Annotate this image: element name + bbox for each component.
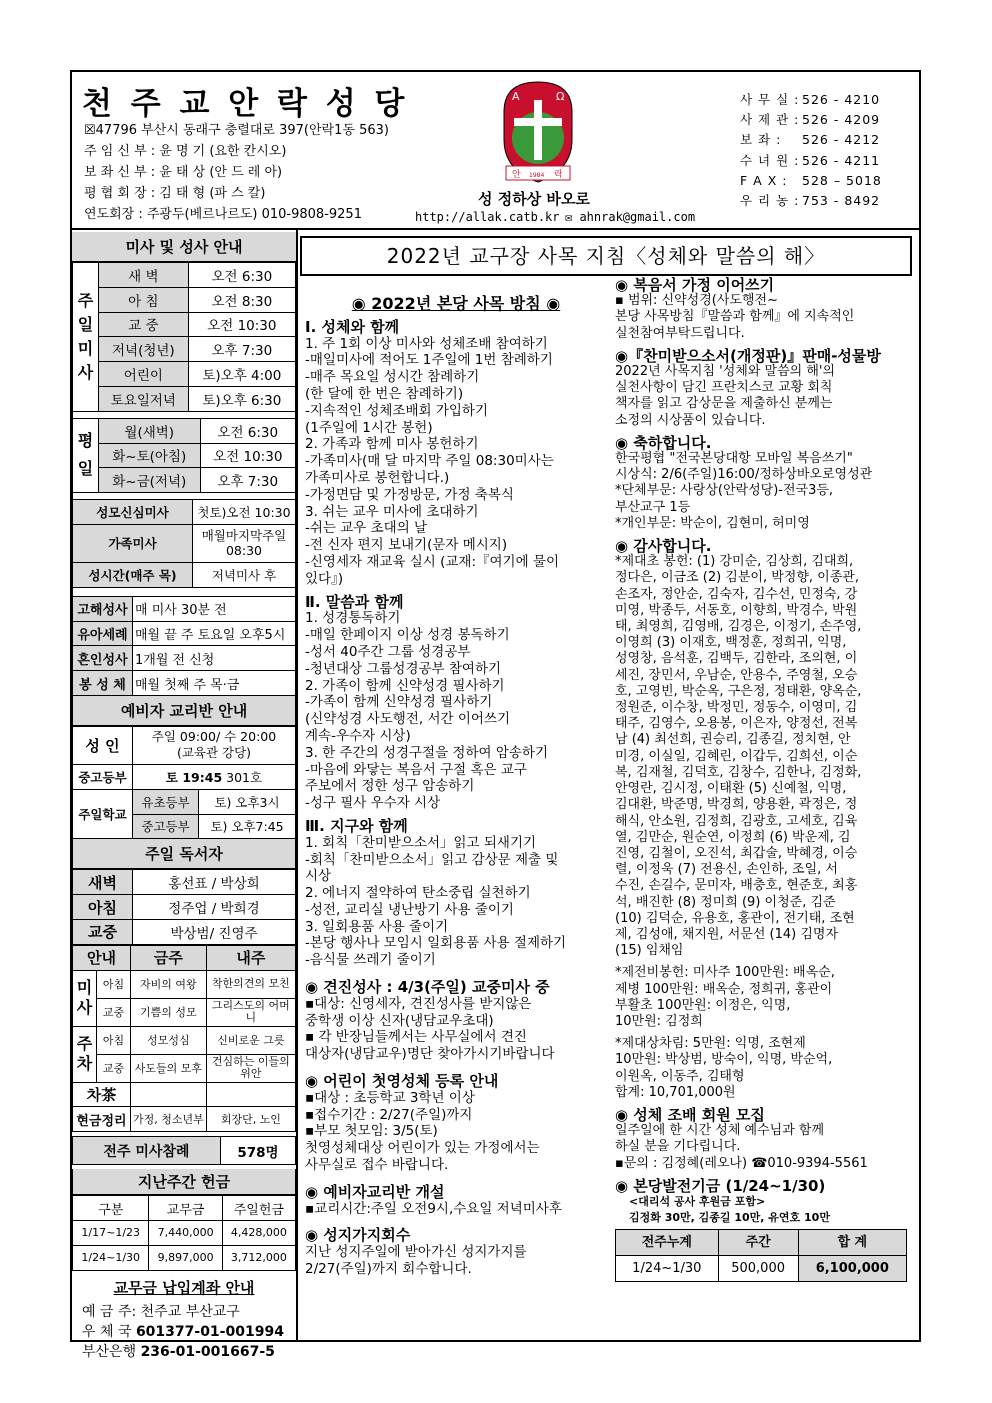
offering-title: 지난주간 헌금 xyxy=(72,1169,296,1195)
table-cell: 토)오후 6:30 xyxy=(188,386,295,411)
phone-row: 보 좌 : 526 - 4212 xyxy=(740,132,881,148)
list-line: (10) 김덕순, 유용호, 홍관이, 전기태, 조현 xyxy=(615,910,855,926)
account-list xyxy=(82,1302,296,1362)
table-cell: 매 미사 30분 전 xyxy=(133,596,296,621)
account-title: 교무금 납입계좌 안내 xyxy=(113,1278,255,1297)
table-cell: 토) 오후3시 xyxy=(199,789,296,814)
table-cell: 월(새벽) xyxy=(99,418,201,443)
list-line: 손조자, 정안순, 김숙자, 김수선, 민정숙, 강 xyxy=(615,586,858,602)
table-cell: 첫토)오전 10:30 xyxy=(193,500,296,525)
catechism-list xyxy=(305,1201,607,1218)
table-cell: 전주누계 xyxy=(616,1230,719,1256)
table-cell: 6,100,000 xyxy=(798,1256,906,1282)
table-cell: 주일학교 xyxy=(73,789,133,839)
attendance-table xyxy=(72,1136,296,1165)
list-line: -매일 한페이지 이상 성경 봉독하기 xyxy=(305,627,510,644)
list-line: 복, 김재철, 김덕호, 김창수, 김한나, 김정화, xyxy=(615,764,862,780)
table-cell: 4,428,000 xyxy=(222,1220,295,1245)
list-line: ▪문의 : 김정혜(레오나) ☎010-9394-5561 xyxy=(615,1155,868,1171)
table-cell: 정주업 / 박희경 xyxy=(133,895,296,920)
list-line: 2. 에너지 절약하여 탄소중립 실천하기 xyxy=(305,885,531,902)
table-cell: 오전 6:30 xyxy=(188,263,295,288)
table-cell: 아 침 xyxy=(99,287,189,312)
list-line: 실천참여부탁드립니다. xyxy=(615,325,745,341)
table-cell: 합 계 xyxy=(798,1230,906,1256)
table-cell: 578명 xyxy=(220,1137,295,1165)
list-line: ▪ 범위: 신약성경(사도행전~ xyxy=(615,293,778,309)
table-cell: 토요일저녁 xyxy=(99,386,189,411)
table-cell: 교중 xyxy=(97,1054,131,1082)
list-line: ▪교리시간:주일 오전9시,수요일 저녁미사후 xyxy=(305,1200,562,1217)
table-cell: 저녁(청년) xyxy=(99,337,189,362)
list-line: *제대상차림: 5만원: 익명, 조현제 xyxy=(615,1036,806,1052)
table-cell: 홍선표 / 박상희 xyxy=(133,870,296,895)
list-line: -청년대상 그룹성경공부 참여하기 xyxy=(305,660,502,677)
table-cell: 그리스도의 어머니 xyxy=(206,998,295,1026)
table-cell: 오전 10:30 xyxy=(200,443,295,468)
list-line: 김대환, 박준명, 박경희, 양용환, 곽정은, 정 xyxy=(615,797,858,813)
list-line: 3. 일회용품 사용 줄이기 xyxy=(305,918,449,935)
table-cell: 전주 미사참례 xyxy=(73,1137,221,1165)
table-cell: 교중 xyxy=(73,919,133,944)
list-line: 1. 주 1회 이상 미사와 성체조배 참여하기 xyxy=(305,335,548,352)
list-line: 시상 xyxy=(305,868,332,885)
table-cell: 1/24~1/30 xyxy=(616,1256,719,1282)
adoration-title: ◉ 성체 조배 회원 모집 xyxy=(615,1105,765,1124)
list-line: 3. 쉬는 교우 미사에 초대하기 xyxy=(305,503,479,520)
table-cell: 오전 10:30 xyxy=(188,312,295,337)
table-cell: 가정, 청소년부 xyxy=(131,1107,207,1132)
table-cell: 매월마지막주일 08:30 xyxy=(193,524,296,562)
list-line: 남 (4) 최선희, 권승리, 김종길, 정치현, 안 xyxy=(615,732,851,748)
list-line: -신영세자 재교육 실시 (교재:『여기에 물이 xyxy=(305,553,560,570)
list-line: ▪부모 첫모임: 3/5(토) xyxy=(305,1123,438,1140)
list-line: 2. 가족이 함께 신약성경 필사하기 xyxy=(305,677,505,694)
first-communion-list xyxy=(305,1090,607,1174)
list-line: 안영란, 김시정, 이태환 (5) 신예철, 익명, xyxy=(615,781,847,797)
list-line: 세진, 장민서, 우남순, 안용수, 주영철, 오승 xyxy=(615,667,858,683)
list-line: 시상식: 2/6(주일)16:00/정하상바오로영성관 xyxy=(615,467,873,483)
table-cell: 1/17~1/23 xyxy=(73,1220,149,1245)
table-cell: 내주 xyxy=(206,945,295,970)
list-line: 본당 사목방침『말씀과 함께』에 지속적인 xyxy=(615,309,855,325)
table-cell: 아침 xyxy=(97,1026,131,1054)
list-line: 1. 회칙「찬미받으소서」읽고 되새기기 xyxy=(305,834,537,851)
list-line: 3. 한 주간의 성경구절을 정하여 암송하기 xyxy=(305,744,548,761)
list-line: *개인부문: 박순이, 김현미, 허미영 xyxy=(615,515,810,531)
phone-row: 우 리 농 : 753 - 8492 xyxy=(740,193,881,209)
list-line: -지속적인 성체조배회 가입하기 xyxy=(305,402,488,419)
table-cell: 현금정리 xyxy=(73,1107,131,1132)
table-cell: 7,440,000 xyxy=(149,1220,222,1245)
list-line: 주보에서 정한 성구 암송하기 xyxy=(305,778,475,795)
logo-year: 1984 xyxy=(529,172,545,179)
list-line: 2022년 사목지침 '성체와 말씀의 해'의 xyxy=(615,364,836,380)
table-cell: 토)오후 4:00 xyxy=(188,362,295,387)
list-line: -쉬는 교우 초대의 날 xyxy=(305,520,428,537)
list-line: ▪대상: 신영세자, 견진성사를 받지않은 xyxy=(305,995,532,1012)
sacrament-table xyxy=(72,596,296,696)
list-line: 성영창, 음석훈, 김백두, 김한라, 조의현, 이 xyxy=(615,651,858,667)
table-cell: 매월 첫째 주 목·금 xyxy=(133,671,296,696)
catechism-title: ◉ 예비자교리반 개설 xyxy=(305,1182,445,1201)
congrats-list xyxy=(615,451,915,532)
readers-table xyxy=(72,869,296,944)
fund-table xyxy=(615,1229,907,1282)
list-line: 2. 가족과 함께 미사 봉헌하기 xyxy=(305,436,479,453)
table-cell: 봉 성 체 xyxy=(73,671,133,696)
assistant-priest: 보 좌 신 부 : 윤 태 상 (안 드 레 아) xyxy=(84,165,283,180)
table-cell: 성모성심 xyxy=(131,1026,207,1054)
congrats-title: ◉ 축하합니다. xyxy=(615,433,712,452)
table-cell: 주 차 xyxy=(73,1026,97,1082)
website-link[interactable]: http://allak.catb.kr xyxy=(415,210,560,224)
list-line: 하실 분을 기다립니다. xyxy=(615,1139,741,1155)
fund-subtitle: <대리석 공사 후원금 포함> xyxy=(629,1194,766,1208)
table-cell: 교 중 xyxy=(99,312,189,337)
list-line: -전 신자 편지 보내기(문자 메시지) xyxy=(305,537,508,554)
list-line: ▪대상 : 초등학교 3학년 이상 xyxy=(305,1089,475,1106)
table-cell: 1/24~1/30 xyxy=(73,1245,149,1270)
list-line: (신약성경 사도행전, 서간 이어쓰기 xyxy=(305,711,511,728)
table-cell: 저녁미사 후 xyxy=(193,562,296,587)
list-line: 정다은, 이금조 (2) 김분이, 박정향, 이종관, xyxy=(615,570,859,586)
table-cell: 유초등부 xyxy=(133,789,199,814)
list-line: 태, 최영희, 김영배, 김경은, 이정기, 손주영, xyxy=(615,619,862,635)
table-cell: 자비의 여왕 xyxy=(131,970,207,998)
table-cell: 오후 7:30 xyxy=(200,468,295,493)
logo-alpha: A xyxy=(512,90,520,103)
list-line: (15) 임채임 xyxy=(615,943,684,959)
list-line: 있다』) xyxy=(305,570,344,587)
list-line: 10만원: 박상범, 방숙이, 익명, 박순억, xyxy=(615,1052,833,1068)
table-cell: 혼인성사 xyxy=(73,646,133,671)
section-1-list xyxy=(305,336,607,588)
table-cell: 아침 xyxy=(97,970,131,998)
phone-list xyxy=(740,90,882,211)
table-cell: 가족미사 xyxy=(73,524,193,562)
thanks-title: ◉ 감사합니다. xyxy=(615,537,712,556)
duty-table xyxy=(72,945,296,1132)
table-cell: 성모신심미사 xyxy=(73,500,193,525)
sunday-mass-label: 주 일 미 사 xyxy=(73,263,99,412)
first-communion-title: ◉ 어린이 첫영성체 등록 안내 xyxy=(305,1072,499,1091)
list-line: *제대초 봉헌: (1) 강미순, 김상희, 김대희, xyxy=(615,554,854,570)
table-cell: 성시간(매주 목) xyxy=(73,562,193,587)
table-cell: 어린이 xyxy=(99,362,189,387)
list-line: 해식, 안소원, 김정희, 김광호, 고세호, 김육 xyxy=(615,813,858,829)
gospel-title: ◉ 복음서 가정 이어쓰기 xyxy=(615,276,775,294)
list-line: -음식물 쓰레기 줄이기 xyxy=(305,952,436,969)
list-line: -성전, 교리실 냉난방기 사용 줄이기 xyxy=(305,901,514,918)
table-cell: 건심하는 이들의 위안 xyxy=(206,1054,295,1082)
table-cell: 미 사 xyxy=(73,970,97,1026)
list-line: 제, 김성애, 채지원, 서문선 (14) 김명자 xyxy=(615,926,838,942)
list-line: -성구 필사 우수자 시상 xyxy=(305,795,441,812)
parish-title: 천 주 교 안 락 성 당 xyxy=(82,86,409,122)
list-line: -가족미사(매 달 마지막 주일 08:30미사는 xyxy=(305,453,554,470)
offering-table xyxy=(72,1195,296,1270)
table-cell: 사도들의 모후 xyxy=(131,1054,207,1082)
section-3-list xyxy=(305,835,607,969)
policy-title: ◉ 2022년 본당 사목 방침 ◉ xyxy=(351,294,561,313)
table-cell: 신비로운 그릇 xyxy=(206,1026,295,1054)
sunday-mass-table xyxy=(72,262,296,412)
list-line: 합계: 10,701,000원 xyxy=(615,1084,736,1100)
table-cell: 금주 xyxy=(131,945,207,970)
list-line: 가족미사로 봉헌합니다.) xyxy=(305,469,450,486)
phone-row: 사 무 실 : 526 - 4210 xyxy=(740,92,881,107)
fund-title: ◉ 본당발전기금 (1/24~1/30) xyxy=(615,1176,826,1195)
list-line: -성서 40주간 그룹 성경공부 xyxy=(305,643,471,660)
list-line: 실천사항이 담긴 프란치스코 교황 회칙 xyxy=(615,380,833,396)
table-cell: 매월 끝 주 토요일 오후5시 xyxy=(133,621,296,646)
table-cell: 주간 xyxy=(718,1230,798,1256)
list-line: 2/27(주일)까지 회수합니다. xyxy=(305,1261,472,1278)
section-1-title: Ⅰ. 성체와 함께 xyxy=(305,317,400,336)
palm-return-list xyxy=(305,1244,607,1278)
fund-names: 김정화 30만, 김종길 10만, 유연호 10만 xyxy=(629,1211,830,1225)
parish-logo xyxy=(498,78,578,186)
list-line: 미영, 박종두, 서동호, 이향희, 박경수, 박원 xyxy=(615,602,858,618)
mail-icon: ✉ xyxy=(565,210,580,224)
catechumen-table xyxy=(72,726,296,839)
list-line: 미경, 이실일, 김혜린, 이갑두, 김희선, 이순 xyxy=(615,748,858,764)
table-cell: 토) 오후7:45 xyxy=(199,814,296,839)
list-line: 부활초 100만원: 이정은, 익명, xyxy=(615,997,791,1013)
list-line: -매주 목요일 성시간 참례하기 xyxy=(305,369,480,386)
address-block xyxy=(84,120,389,225)
table-cell: 새 벽 xyxy=(99,263,189,288)
table-cell: 500,000 xyxy=(718,1256,798,1282)
table-cell: 주일헌금 xyxy=(222,1196,295,1221)
table-cell: 토 19:45 301호 xyxy=(133,764,296,789)
table-cell: 새벽 xyxy=(73,870,133,895)
weekday-mass-label: 평 일 xyxy=(73,418,99,492)
notice-column xyxy=(615,277,915,1282)
table-cell: 화~토(아침) xyxy=(99,443,201,468)
left-sidebar xyxy=(72,232,296,1362)
table-cell: 고해성사 xyxy=(73,596,133,621)
list-line: 일주일에 한 시간 성체 예수님과 함께 xyxy=(615,1123,825,1139)
table-cell: 차茶 xyxy=(73,1082,131,1107)
list-line: 열, 김만순, 원순연, 이정희 (6) 박운제, 김 xyxy=(615,829,851,845)
table-cell: 구분 xyxy=(73,1196,149,1221)
list-line: -회칙「찬미받으소서」읽고 감상문 제출 및 xyxy=(305,851,559,868)
list-line: 부산교구 1등 xyxy=(615,499,691,515)
table-cell: 교무금 xyxy=(149,1196,222,1221)
table-cell: 9,897,000 xyxy=(149,1245,222,1270)
column-divider xyxy=(296,230,298,1342)
list-line: 렬, 이정욱 (7) 전용신, 손인하, 조일, 서 xyxy=(615,862,838,878)
list-line: ▪ 각 반장님들께서는 사무실에서 견진 xyxy=(305,1029,527,1046)
phone-row: F A X : 528 – 5018 xyxy=(740,172,882,188)
list-line: 이원옥, 이동주, 김태형 xyxy=(615,1068,745,1084)
list-line: 10만원: 김정희 xyxy=(615,1013,703,1029)
list-line: *제전비봉헌: 미사주 100만원: 배옥순, xyxy=(615,965,835,981)
altar-offering-list xyxy=(615,965,915,1030)
list-line: -가족이 함께 신약성경 필사하기 xyxy=(305,694,493,711)
table-cell xyxy=(131,1082,207,1107)
list-line: -마음에 와닿는 복음서 구절 혹은 교구 xyxy=(305,761,527,778)
list-line: 지난 성지주일에 받아가신 성지가지를 xyxy=(305,1244,527,1261)
table-cell: 성 인 xyxy=(73,726,133,764)
account-row: 우 체 국 601377-01-001994 xyxy=(82,1323,284,1340)
list-line: 소정의 시상품이 있습니다. xyxy=(615,412,766,428)
list-line: 1. 성경통독하기 xyxy=(305,610,401,627)
table-cell: 교중 xyxy=(97,998,131,1026)
logo-an: 안 xyxy=(512,170,521,180)
list-line: 한국평협 "전국본당대항 모바일 복음쓰기" xyxy=(615,451,853,467)
table-cell: 1개월 전 신청 xyxy=(133,646,296,671)
list-line: 수진, 손길수, 문미자, 배충호, 현준호, 최홍 xyxy=(615,878,858,894)
list-line: (1주일에 1시간 봉헌) xyxy=(305,419,433,436)
section-3-title: Ⅲ. 지구와 함께 xyxy=(305,816,408,835)
table-cell xyxy=(206,1082,295,1107)
list-line: 태주, 김영수, 오용봉, 이은자, 양정선, 전복 xyxy=(615,716,858,732)
account-row: 부산은행 236-01-001667-5 xyxy=(82,1343,275,1360)
list-line: -매일미사에 적어도 1주일에 1번 참례하기 xyxy=(305,352,553,369)
pastor: 주 임 신 부 : 윤 명 기 (요한 칸시오) xyxy=(84,144,287,159)
special-mass-table xyxy=(72,499,296,588)
logo-rak: 락 xyxy=(554,170,563,180)
confirmation-list xyxy=(305,996,607,1063)
section-2-list xyxy=(305,610,607,812)
logo-omega: Ω xyxy=(556,90,565,103)
list-line: 정원준, 이수창, 박정민, 정동수, 이영미, 김 xyxy=(615,700,858,716)
council-president: 평 협 회 장 : 김 태 형 (파 스 칼) xyxy=(84,186,266,201)
address: ☒47796 부산시 동래구 충렬대로 397(안락1동 563) xyxy=(84,123,389,138)
laudato-list xyxy=(615,364,915,429)
readers-title: 주일 독서자 xyxy=(72,839,296,869)
list-line: 대상자(냉담교우)명단 찾아가시기바랍니다 xyxy=(305,1046,555,1063)
table-cell: 착한의견의 모친 xyxy=(206,970,295,998)
list-line: 제병 100만원: 배옥순, 정희귀, 홍관이 xyxy=(615,981,833,997)
list-line: 사무실로 접수 바랍니다. xyxy=(305,1157,449,1174)
list-line: -본당 행사나 모임시 일회용품 사용 절제하기 xyxy=(305,935,567,952)
gospel-list xyxy=(615,293,915,342)
alliance-president: 연도회장 : 주광두(베르나르도) 010-9808-9251 xyxy=(84,207,362,222)
confirmation-title: ◉ 견진성사 : 4/3(주일) 교중미사 중 xyxy=(305,978,550,997)
list-line: 석, 배진한 (8) 정미희 (9) 이청준, 김준 xyxy=(615,894,836,910)
phone-row: 수 녀 원 : 526 - 4211 xyxy=(740,152,881,168)
main-title: 2022년 교구장 사목 지침〈성체와 말씀의 해〉 xyxy=(300,236,912,276)
section-2-title: Ⅱ. 말씀과 함께 xyxy=(305,592,404,611)
mass-schedule-title: 미사 및 성사 안내 xyxy=(72,232,296,262)
adoration-list xyxy=(615,1123,915,1172)
thanks-list xyxy=(615,554,915,959)
table-cell: 중고등부 xyxy=(133,814,199,839)
list-line: 이영희 (3) 이재호, 백정훈, 정희귀, 익명, xyxy=(615,635,847,651)
laudato-title: ◉『찬미받으소서(개정판)』판매-성물방 xyxy=(615,346,881,365)
list-line: 계속-우수자 시상) xyxy=(305,727,411,744)
table-cell: 박상범/ 진영주 xyxy=(133,919,296,944)
list-line: 첫영성체대상 어린이가 있는 가정에서는 xyxy=(305,1140,540,1157)
list-line: 호, 고영빈, 박순옥, 구은정, 정태환, 양옥순, xyxy=(615,683,862,699)
palm-return-title: ◉ 성지가지회수 xyxy=(305,1226,411,1245)
list-line: ▪접수기간 : 2/27(주일)까지 xyxy=(305,1106,473,1123)
table-cell: 오전 6:30 xyxy=(200,418,295,443)
table-cell: 중고등부 xyxy=(73,764,133,789)
list-line: 진영, 김철이, 오진석, 최갑술, 박혜경, 이승 xyxy=(615,845,858,861)
table-cell: 화~금(저녁) xyxy=(99,468,201,493)
table-cell: 주일 09:00/ 수 20:00 (교육관 강당) xyxy=(133,726,296,764)
table-cell: 오전 8:30 xyxy=(188,287,295,312)
table-cell: 오후 7:30 xyxy=(188,337,295,362)
phone-row: 사 제 관 : 526 - 4209 xyxy=(740,112,881,128)
patron-saint: 성 정하상 바오로 xyxy=(478,190,590,208)
table-cell: 기쁨의 성모 xyxy=(131,998,207,1026)
catechumen-title: 예비자 교리반 안내 xyxy=(72,696,296,726)
list-line: (한 달에 한 번은 참례하기) xyxy=(305,385,464,402)
email-link[interactable]: ✉ ahnrak@gmail.com xyxy=(565,210,696,224)
weekday-mass-table xyxy=(72,418,296,493)
list-line: *단체부문: 사랑상(안락성당)-전국3등, xyxy=(615,483,834,499)
list-line: 중학생 이상 신자(냉담교우초대) xyxy=(305,1012,494,1029)
policy-column xyxy=(305,296,607,1278)
table-cell: 아침 xyxy=(73,895,133,920)
list-line: -가정면담 및 가정방문, 가정 축복식 xyxy=(305,486,514,503)
table-cell: 3,712,000 xyxy=(222,1245,295,1270)
table-cell: 안내 xyxy=(73,945,131,970)
altar-setting-list xyxy=(615,1036,915,1101)
table-cell: 유아세례 xyxy=(73,621,133,646)
account-row: 예 금 주: 천주교 부산교구 xyxy=(82,1303,240,1320)
list-line: 책자를 읽고 감상문을 제출하신 분께는 xyxy=(615,396,833,412)
table-cell: 회장단, 노인 xyxy=(206,1107,295,1132)
